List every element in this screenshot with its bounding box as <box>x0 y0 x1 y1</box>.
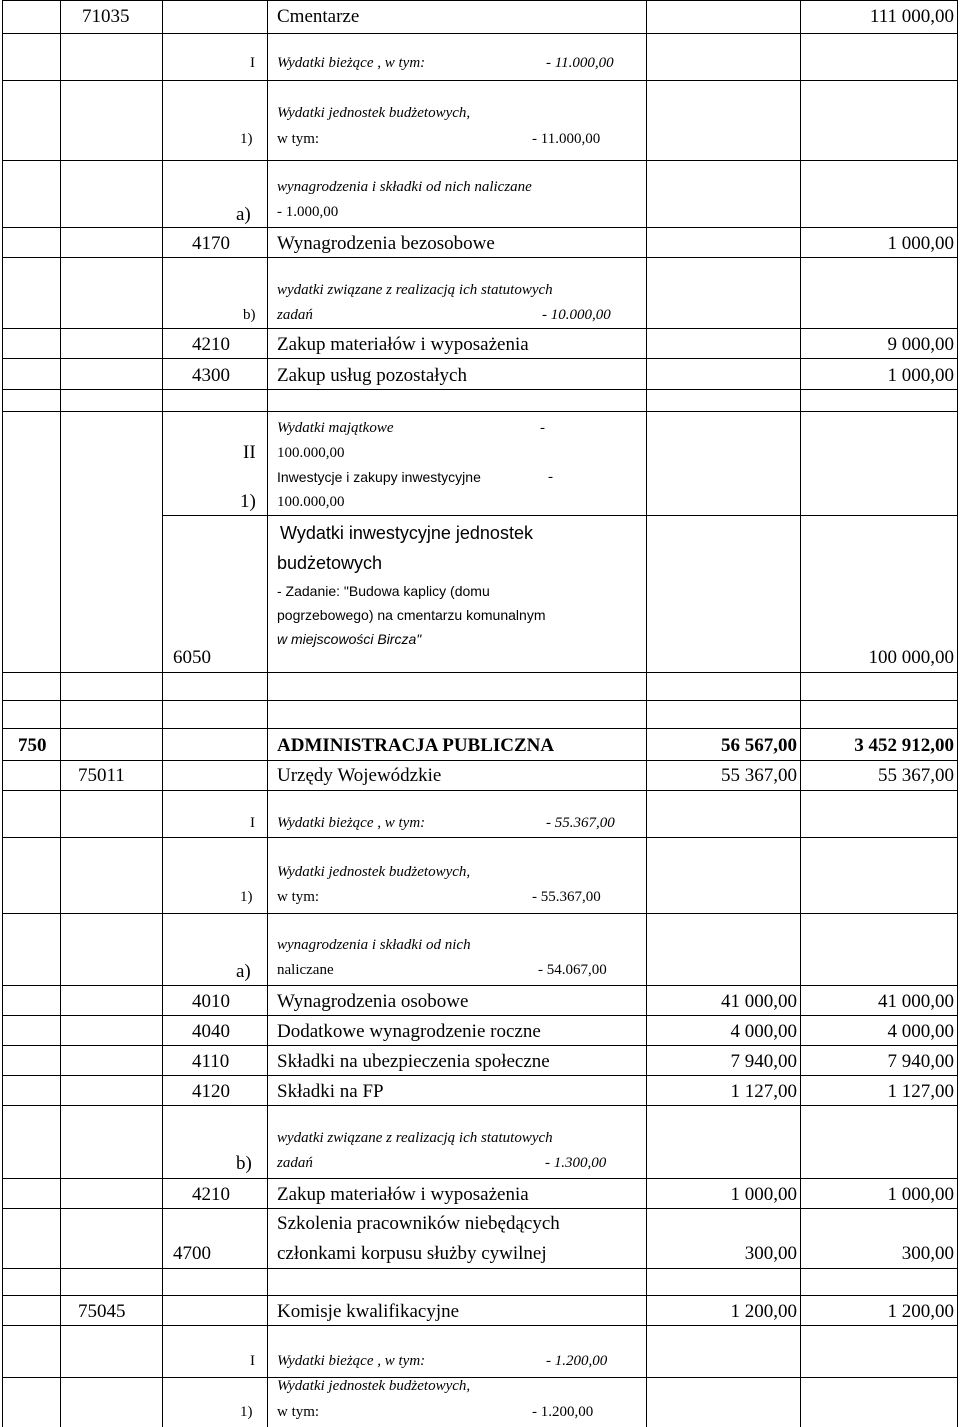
item-line2: naliczane <box>277 962 334 978</box>
row-line <box>2 1208 958 1209</box>
row-line <box>2 1105 958 1106</box>
paragraph-name: Zakup materiałów i wyposażenia <box>277 334 529 355</box>
paragraph-amount1: 300,00 <box>744 1243 797 1264</box>
row-line <box>2 1325 958 1326</box>
paragraph-name: Składki na FP <box>277 1081 384 1102</box>
item-value: - 54.067,00 <box>538 962 607 978</box>
row-line <box>2 1268 958 1269</box>
item-value: - 1.300,00 <box>545 1155 607 1171</box>
subsection-value: - 1.200,00 <box>532 1404 594 1420</box>
row-line <box>2 160 958 161</box>
row-line <box>2 1075 958 1076</box>
item-line2: zadań <box>277 1155 313 1171</box>
row-line <box>2 672 958 673</box>
chapter-amount1: 55 367,00 <box>721 765 797 786</box>
paragraph-amount2: 7 940,00 <box>887 1051 954 1072</box>
row-line <box>2 728 958 729</box>
row-line <box>2 1015 958 1016</box>
row-line <box>2 411 958 412</box>
paragraph-amount: 100 000,00 <box>868 647 954 668</box>
paragraph-code: 4040 <box>192 1021 230 1042</box>
section-text: Wydatki bieżące , w tym: <box>277 1353 426 1369</box>
column-divider-amount1 <box>646 0 647 1427</box>
row-line <box>2 1045 958 1046</box>
chapter-code: 75011 <box>78 765 125 786</box>
paragraph-name: Zakup materiałów i wyposażenia <box>277 1184 529 1205</box>
item-line1: wydatki związane z realizacją ich statutowych <box>277 1130 553 1146</box>
paragraph-code: 4300 <box>192 365 230 386</box>
paragraph-code: 4210 <box>192 1184 230 1205</box>
paragraph-code: 4170 <box>192 233 230 254</box>
paragraph-amount1: 1 000,00 <box>730 1184 797 1205</box>
column-divider-amount2 <box>800 0 801 1427</box>
investment-line3: - Zadanie: "Budowa kaplicy (domu <box>277 583 490 599</box>
section-line1: Wydatki majątkowe <box>277 420 394 436</box>
subsection-value: - 11.000,00 <box>532 131 601 147</box>
section-value: - 55.367,00 <box>546 815 615 831</box>
paragraph-amount: 1 000,00 <box>887 233 954 254</box>
paragraph-line1: Szkolenia pracowników niebędących <box>277 1213 560 1234</box>
chapter-amount: 111 000,00 <box>869 6 954 27</box>
row-line <box>2 33 958 34</box>
row-line <box>2 358 958 359</box>
section-mark: II <box>243 442 256 463</box>
row-line <box>2 0 958 1</box>
item-line1: wydatki związane z realizacją ich statutowych <box>277 282 553 298</box>
subsection-mark: 1) <box>240 1404 253 1420</box>
paragraph-name: Zakup usług pozostałych <box>277 365 467 386</box>
subsection-line1: Inwestycje i zakupy inwestycyjne <box>277 469 481 485</box>
section-mark: I <box>250 55 255 71</box>
chapter-amount2: 55 367,00 <box>878 765 954 786</box>
paragraph-name: Składki na ubezpieczenia społeczne <box>277 1051 550 1072</box>
paragraph-amount2: 1 127,00 <box>887 1081 954 1102</box>
section-dash: - <box>540 420 545 436</box>
chapter-name: Urzędy Wojewódzkie <box>277 765 442 786</box>
investment-line2: budżetowych <box>277 553 383 573</box>
subsection-line2: w tym: <box>277 1404 320 1420</box>
subsection-line2: w tym: <box>277 131 320 147</box>
row-line <box>2 985 958 986</box>
paragraph-code: 4120 <box>192 1081 230 1102</box>
row-line <box>2 760 958 761</box>
paragraph-code: 4700 <box>173 1243 211 1264</box>
paragraph-name: Wynagrodzenia bezosobowe <box>277 233 495 254</box>
paragraph-code: 6050 <box>173 647 211 668</box>
section-text: Wydatki bieżące , w tym: <box>277 55 426 71</box>
row-line <box>2 837 958 838</box>
column-divider-code-right <box>162 0 163 1427</box>
paragraph-amount: 1 000,00 <box>887 365 954 386</box>
investment-line5: w miejscowości Bircza" <box>277 631 422 647</box>
paragraph-amount1: 41 000,00 <box>721 991 797 1012</box>
table-border-left <box>2 0 3 1427</box>
row-line <box>2 1377 958 1378</box>
subsection-dash: - <box>548 469 553 485</box>
item-mark: a) <box>236 961 251 982</box>
paragraph-name: Wynagrodzenia osobowe <box>277 991 469 1012</box>
division-name: ADMINISTRACJA PUBLICZNA <box>277 735 555 756</box>
item-line1: wynagrodzenia i składki od nich <box>277 937 471 953</box>
division-amount1: 56 567,00 <box>721 735 797 756</box>
subsection-line1: Wydatki jednostek budżetowych, <box>277 864 471 880</box>
item-line2: zadań <box>277 307 313 323</box>
row-line <box>2 328 958 329</box>
division-code: 750 <box>18 735 47 756</box>
subsection-mark: 1) <box>240 889 253 905</box>
row-line <box>162 515 958 516</box>
section-text: Wydatki bieżące , w tym: <box>277 815 426 831</box>
subsection-line1: Wydatki jednostek budżetowych, <box>277 1378 471 1394</box>
row-line <box>2 389 958 390</box>
paragraph-amount1: 1 127,00 <box>730 1081 797 1102</box>
paragraph-amount2: 1 000,00 <box>887 1184 954 1205</box>
paragraph-amount: 9 000,00 <box>887 334 954 355</box>
paragraph-code: 4010 <box>192 991 230 1012</box>
section-mark: I <box>250 815 255 831</box>
item-mark: b) <box>236 1153 252 1174</box>
chapter-name: Komisje kwalifikacyjne <box>277 1301 460 1322</box>
section-value: - 11.000,00 <box>546 55 614 71</box>
column-divider-code-left <box>60 0 61 1427</box>
item-mark: a) <box>236 204 251 225</box>
paragraph-code: 4210 <box>192 334 230 355</box>
paragraph-amount2: 300,00 <box>901 1243 954 1264</box>
section-value: - 1.200,00 <box>546 1353 608 1369</box>
paragraph-line2: członkami korpusu służby cywilnej <box>277 1243 547 1264</box>
row-line <box>2 1295 958 1296</box>
chapter-name: Cmentarze <box>277 6 360 27</box>
paragraph-code: 4110 <box>192 1051 230 1072</box>
paragraph-name: Dodatkowe wynagrodzenie roczne <box>277 1021 541 1042</box>
subsection-mark: 1) <box>240 131 253 147</box>
chapter-code: 75045 <box>78 1301 126 1322</box>
section-mark: I <box>250 1353 255 1369</box>
division-amount2: 3 452 912,00 <box>854 735 954 756</box>
chapter-amount1: 1 200,00 <box>730 1301 797 1322</box>
item-value: - 10.000,00 <box>542 307 611 323</box>
item-line2: - 1.000,00 <box>277 204 339 220</box>
paragraph-amount1: 7 940,00 <box>730 1051 797 1072</box>
section-line2: 100.000,00 <box>277 445 345 461</box>
table-border-right <box>957 0 958 1427</box>
paragraph-amount2: 4 000,00 <box>887 1021 954 1042</box>
subsection-line2: 100.000,00 <box>277 494 345 510</box>
chapter-code: 71035 <box>82 6 130 27</box>
row-line <box>2 913 958 914</box>
row-line <box>2 790 958 791</box>
subsection-value: - 55.367,00 <box>532 889 601 905</box>
row-line <box>2 80 958 81</box>
row-line <box>2 227 958 228</box>
item-line1: wynagrodzenia i składki od nich naliczane <box>277 179 532 195</box>
item-mark: b) <box>243 307 256 323</box>
row-line <box>2 257 958 258</box>
subsection-line2: w tym: <box>277 889 320 905</box>
subsection-line1: Wydatki jednostek budżetowych, <box>277 105 471 121</box>
paragraph-amount2: 41 000,00 <box>878 991 954 1012</box>
chapter-amount2: 1 200,00 <box>887 1301 954 1322</box>
row-line <box>2 700 958 701</box>
subsection-mark: 1) <box>240 491 256 512</box>
row-line <box>2 1178 958 1179</box>
paragraph-amount1: 4 000,00 <box>730 1021 797 1042</box>
investment-line1: Wydatki inwestycyjne jednostek <box>280 523 533 543</box>
column-divider-mark <box>267 0 268 1427</box>
investment-line4: pogrzebowego) na cmentarzu komunalnym <box>277 607 546 623</box>
